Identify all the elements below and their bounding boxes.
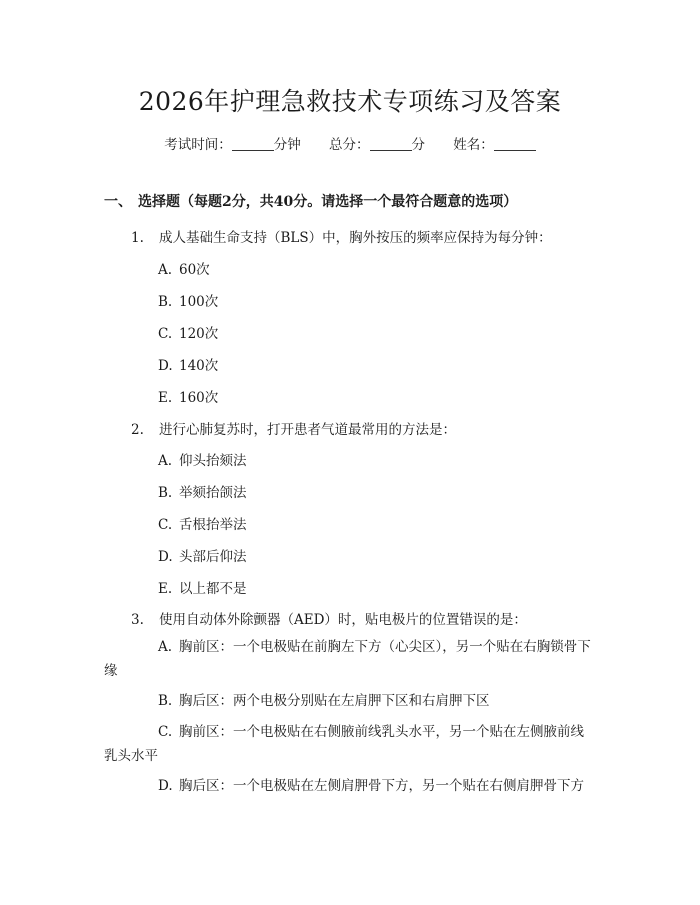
question-3 (131, 608, 527, 628)
name-field (453, 133, 536, 153)
option-letter: A. (158, 453, 173, 469)
option-letter: E. (158, 581, 173, 597)
question-2-option-d (158, 545, 247, 565)
total-score-label: 总分： (329, 137, 370, 153)
total-score-blank (370, 136, 412, 151)
option-letter: C. (158, 517, 173, 533)
question-3-option-c (104, 720, 596, 768)
option-letter: A. (158, 262, 173, 278)
exam-time-unit: 分钟 (273, 137, 301, 153)
option-letter: D. (158, 549, 173, 565)
name-blank (494, 136, 536, 151)
option-text: 舌根抬举法 (179, 517, 247, 533)
question-2-option-e (158, 577, 247, 597)
option-text: 胸前区：一个电极贴在前胸左下方（心尖区），另一个贴在右胸锁骨下缘 (104, 639, 591, 679)
option-letter: B. (158, 294, 173, 310)
question-1-option-c (158, 322, 218, 342)
option-text: 仰头抬颏法 (179, 453, 247, 469)
exam-time-field (164, 133, 301, 153)
option-text: 160次 (179, 390, 219, 406)
option-text: 100次 (179, 294, 219, 310)
question-1 (131, 226, 552, 246)
option-text: 胸后区：一个电极贴在左侧肩胛骨下方，另一个贴在右侧肩胛骨下方 (179, 778, 584, 794)
option-letter: C. (158, 326, 173, 342)
question-1-option-e (158, 386, 218, 406)
option-letter: B. (158, 693, 173, 709)
section-heading (104, 191, 517, 211)
option-text: 140次 (179, 358, 219, 374)
question-number: 1. (131, 230, 144, 246)
question-1-option-a (158, 258, 210, 278)
section-number: 一、 (104, 194, 132, 210)
question-text: 使用自动体外除颤器（AED）时，贴电极片的位置错误的是： (159, 612, 527, 628)
question-3-option-b (104, 689, 596, 713)
question-1-option-b (158, 290, 218, 310)
option-letter: A. (158, 639, 173, 655)
question-1-option-d (158, 354, 218, 374)
total-score-unit: 分 (411, 137, 425, 153)
option-text: 举颏抬颌法 (179, 485, 247, 501)
option-letter: D. (158, 358, 173, 374)
question-3-option-d (104, 774, 596, 798)
option-letter: B. (158, 485, 173, 501)
exam-meta (0, 133, 700, 153)
exam-time-label: 考试时间： (164, 137, 232, 153)
question-2 (131, 418, 456, 438)
option-text: 以上都不是 (179, 581, 247, 597)
section-title: 选择题（每题2分，共40分。请选择一个最符合题意的选项） (138, 194, 518, 210)
question-number: 3. (131, 612, 144, 628)
option-text: 胸后区：两个电极分别贴在左肩胛下区和右肩胛下区 (179, 693, 490, 709)
name-label: 姓名： (453, 137, 494, 153)
exam-time-blank (232, 136, 274, 151)
question-2-option-a (158, 449, 247, 469)
question-text: 进行心肺复苏时，打开患者气道最常用的方法是： (159, 422, 456, 438)
option-letter: E. (158, 390, 173, 406)
question-2-option-b (158, 481, 247, 501)
page-title: 2026年护理急救技术专项练习及答案 (138, 87, 562, 116)
option-text: 120次 (179, 326, 219, 342)
question-text: 成人基础生命支持（BLS）中，胸外按压的频率应保持为每分钟： (159, 230, 552, 246)
option-text: 头部后仰法 (179, 549, 247, 565)
question-3-option-a (104, 635, 596, 683)
question-2-option-c (158, 513, 247, 533)
question-number: 2. (131, 422, 144, 438)
total-score-field (329, 133, 425, 153)
option-text: 胸前区：一个电极贴在右侧腋前线乳头水平，另一个贴在左侧腋前线乳头水平 (104, 724, 584, 764)
option-letter: C. (158, 724, 173, 740)
option-text: 60次 (179, 262, 210, 278)
option-letter: D. (158, 778, 173, 794)
